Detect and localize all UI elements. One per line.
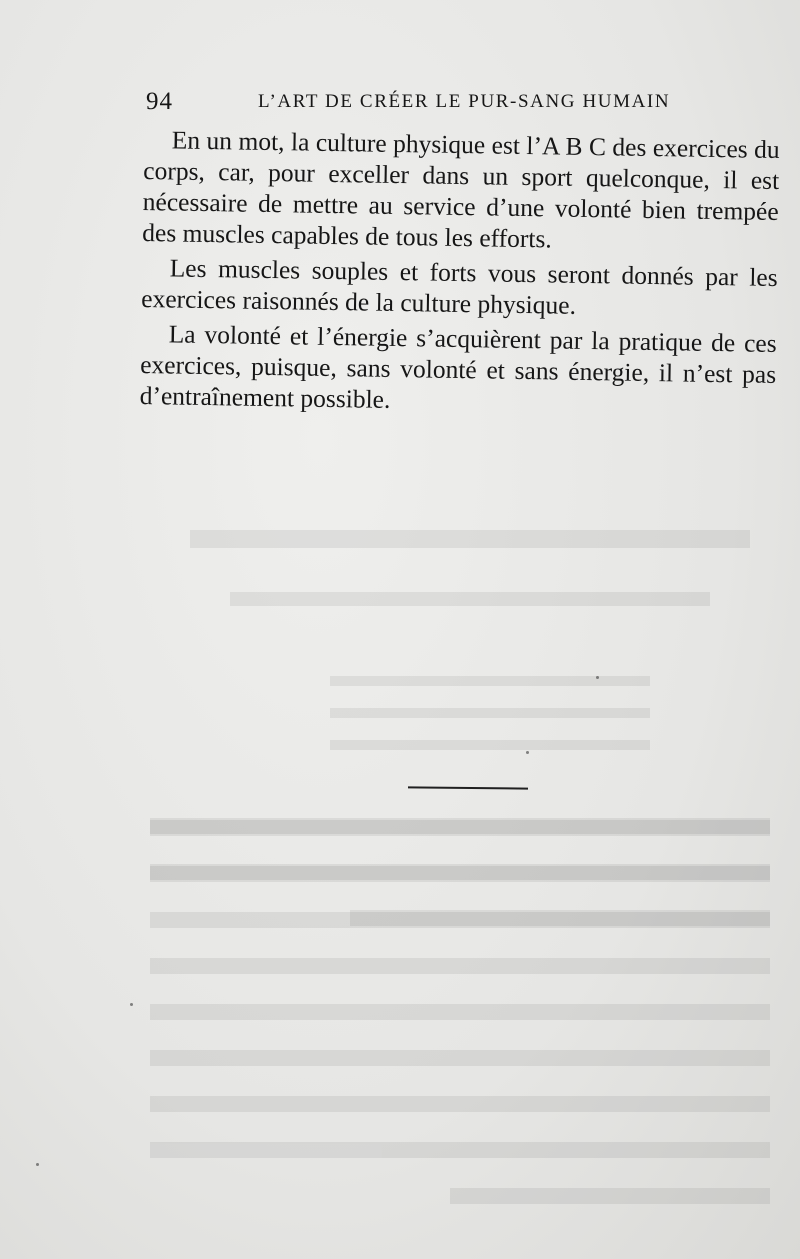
- paper-speck: [130, 1003, 133, 1006]
- page-header: [146, 88, 686, 120]
- paragraph-2: Les muscles souples et forts vous seront donnés par les exercices raisonnés de la culture physique.: [141, 253, 778, 320]
- running-title: L’ART DE CRÉER LE PUR-SANG HUMAIN: [258, 91, 671, 112]
- body-text: [139, 124, 779, 425]
- paper-speck: [596, 676, 599, 679]
- paper-speck: [36, 1163, 39, 1166]
- paper-speck: [526, 751, 529, 754]
- paragraph-1: En un mot, la culture physique est l’A B C des exercices du corps, car, pour exceller dans un sport quelconque, il est nécessaire de mettre au service d’une volonté bien trempée des muscles capables de tous les efforts.: [142, 125, 780, 254]
- page-number: 94: [146, 88, 173, 115]
- paragraph-3: La volonté et l’énergie s’acquièrent par la pratique de ces exercices, puisque, sans volonté et sans énergie, il n’est pas d’entraînement possible.: [139, 319, 777, 414]
- show-through-texture-lower: [150, 820, 770, 1180]
